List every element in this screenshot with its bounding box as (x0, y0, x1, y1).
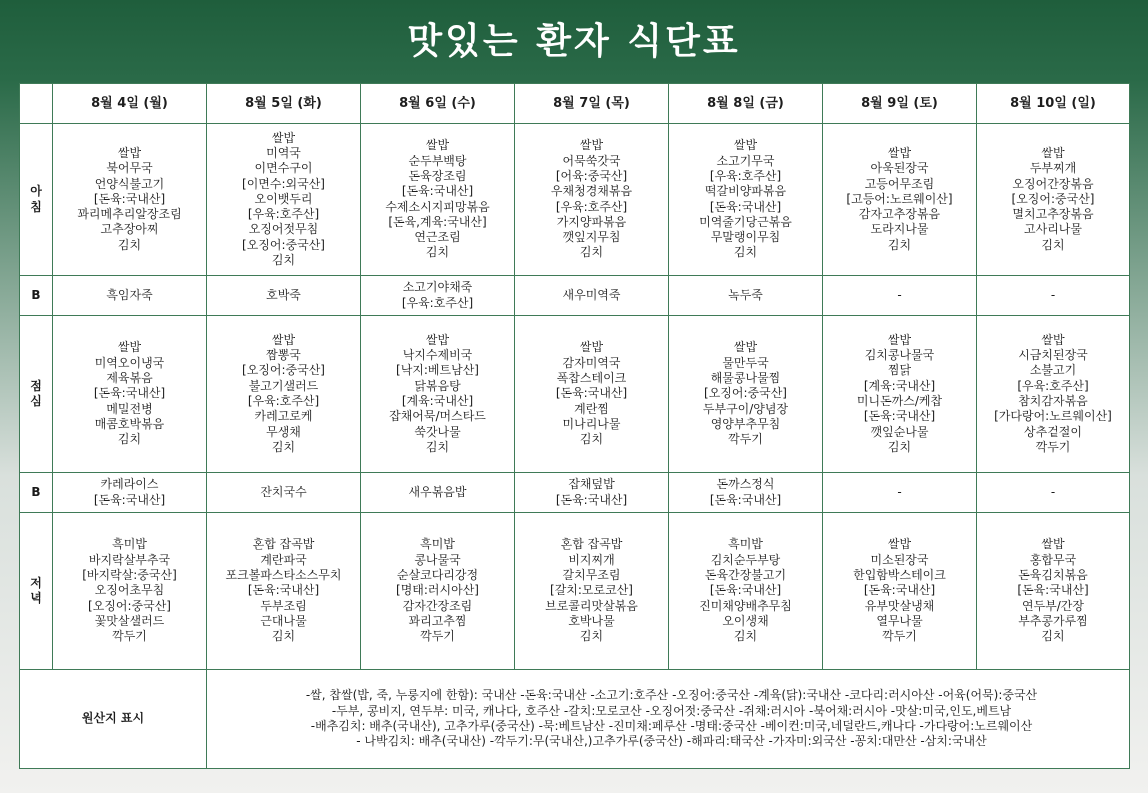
menu-item: 쌀밥 (733, 138, 758, 153)
menu-cell (823, 513, 977, 670)
menu-item: 갈치무조림 (562, 568, 621, 583)
menu-item: 쌀밥 (579, 340, 604, 355)
menu-item: 카레라이스 (100, 477, 159, 492)
menu-item: 혼합 잡곡밥 (252, 537, 315, 552)
menu-item: 김치 (579, 432, 604, 447)
menu-item: 김치 (425, 439, 450, 454)
menu-item: 고추장아찌 (100, 222, 159, 237)
menu-item: 미나리나물 (562, 416, 621, 431)
menu-item: 꽈리메추리알장조림 (77, 207, 182, 222)
menu-item: 유부맛살냉채 (864, 598, 935, 613)
menu-item: [우육:호주산] (247, 207, 320, 222)
menu-item: 이면수구이 (254, 161, 313, 176)
menu-item: 미역줄기당근볶음 (699, 214, 792, 229)
day-header: 8월 4일 (월) (53, 84, 207, 124)
menu-cell (977, 473, 1130, 513)
menu-item: 두부구이/양념장 (702, 401, 789, 416)
menu-cell (669, 513, 823, 670)
origin-row (20, 670, 1130, 769)
menu-item: 김치 (733, 629, 758, 644)
menu-item: 쌀밥 (425, 138, 450, 153)
menu-cell (515, 316, 669, 473)
menu-item: 오징어간장볶음 (1012, 176, 1094, 191)
meal-row-dinner (20, 513, 1130, 670)
menu-item: 카레고로케 (254, 409, 313, 424)
menu-item: 고사리나물 (1024, 222, 1082, 237)
origin-line: -배추김치: 배추(국내산), 고추가루(중국산) -묵:베트남산 -진미채:페루산 -명태:중국산 -베이컨:미국,네덜란드,캐나다 -가다랑어:노르웨이산 (310, 719, 1033, 733)
menu-item: 쌀밥 (887, 332, 912, 347)
menu-item: 바지락살부추국 (88, 552, 171, 567)
origin-text (207, 670, 1130, 769)
menu-item: 김치 (1041, 237, 1065, 252)
menu-item: 메밀전병 (106, 401, 153, 416)
menu-item: 짬뽕국 (266, 348, 301, 363)
menu-item: 김치 (733, 245, 758, 260)
menu-item: 쌀밥 (117, 340, 142, 355)
meal-label-char: 아 (30, 184, 42, 199)
meal-label (20, 276, 53, 316)
meal-row-lunch (20, 316, 1130, 473)
menu-item: [우육:호주산] (247, 394, 320, 408)
meal-label-char: 저 (30, 575, 42, 590)
menu-item: 김치 (579, 629, 604, 644)
menu-item: [명태:러시아산] (396, 583, 479, 598)
menu-item: 쌀밥 (579, 138, 604, 153)
day-header: 8월 7일 (목) (515, 84, 669, 124)
menu-item: 김치 (271, 629, 296, 644)
meal-label-char: 침 (30, 199, 42, 214)
menu-item: [돈육:국내산] (555, 492, 628, 507)
menu-item: [우육:호주산] (555, 199, 628, 214)
menu-item: 떡갈비양파볶음 (704, 184, 787, 199)
menu-item: [고등어:노르웨이산] (846, 191, 953, 206)
menu-cell (361, 316, 515, 473)
menu-item: 수제소시지피망볶음 (385, 199, 490, 214)
menu-item: 김치 (579, 245, 604, 260)
menu-item: 김치 (887, 237, 912, 252)
header-row (20, 84, 1130, 124)
menu-item: 쌀밥 (117, 145, 142, 160)
menu-cell (207, 513, 361, 670)
menu-item: 미역오이냉국 (94, 355, 165, 370)
menu-item: 진미채양배추무침 (699, 598, 792, 613)
menu-item: 미니돈까스/케찹 (856, 394, 943, 408)
menu-item: 김치 (117, 432, 142, 447)
day-header: 8월 10일 (일) (977, 84, 1130, 124)
menu-item: [돈육:국내산] (863, 583, 936, 598)
menu-cell (977, 276, 1130, 316)
menu-item: [돈육:국내산] (863, 409, 936, 424)
menu-item: 쌀밥 (1041, 145, 1065, 160)
menu-item: 북어무국 (106, 161, 153, 176)
menu-item: 흑미밥 (112, 537, 147, 552)
menu-item: [돈육,계육:국내산] (388, 214, 487, 229)
menu-item: 참치감자볶음 (1018, 394, 1088, 408)
menu-item: [갈치:모로코산] (550, 583, 633, 598)
menu-item: 부추콩가루찜 (1018, 613, 1088, 628)
menu-item: [우육:호주산] (1017, 378, 1089, 393)
menu-item: [돈육:국내산] (93, 386, 166, 401)
menu-item: 김치 (425, 245, 450, 260)
menu-item: 쌀밥 (1041, 537, 1065, 552)
menu-item: 한입함박스테이크 (853, 568, 946, 583)
menu-item: [돈육:국내산] (401, 184, 474, 199)
menu-item: [계육:국내산] (863, 378, 936, 393)
menu-item: [오징어:중국산] (242, 363, 325, 378)
menu-item: [돈육:국내산] (93, 191, 166, 206)
menu-item: 돈육장조림 (408, 168, 467, 183)
menu-cell (361, 473, 515, 513)
page-title: 맛있는 환자 식단표 (407, 21, 741, 62)
origin-line: -두부, 콩비지, 연두부: 미국, 캐나다, 호주산 -갈치:모로코산 -오징어젓:중국산 -쥐채:러시아 -북어채:러시아 -맛살:미국,인도,베트남 (331, 703, 1012, 718)
menu-cell (823, 276, 977, 316)
menu-item: 제육볶음 (106, 371, 153, 386)
menu-item: 소고기무국 (716, 153, 775, 168)
menu-item: [어육:중국산] (555, 168, 628, 183)
menu-item: 김치 (887, 439, 912, 454)
menu-item: - (1050, 287, 1056, 302)
menu-item: 상추겉절이 (1024, 424, 1082, 439)
day-header: 8월 5일 (화) (207, 84, 361, 124)
menu-item: 미소된장국 (870, 552, 929, 567)
menu-cell (977, 513, 1130, 670)
menu-item: 흑미밥 (728, 537, 763, 552)
menu-item: [이면수:외국산] (242, 176, 325, 191)
menu-item: 오징어초무침 (94, 583, 165, 598)
menu-item: 쌀밥 (733, 340, 758, 355)
menu-item: 잡채덮밥 (568, 477, 615, 492)
menu-item: [오징어:중국산] (1011, 191, 1095, 206)
menu-item: 찜닭 (887, 363, 912, 378)
menu-item: 흑임자죽 (106, 287, 153, 302)
menu-item: 돈육김치볶음 (1018, 568, 1088, 583)
menu-item: 잡채어묵/머스타드 (389, 409, 486, 424)
menu-item: - (897, 287, 902, 302)
menu-item: 혼합 잡곡밥 (560, 537, 623, 552)
menu-item: [돈육:국내산] (93, 492, 166, 507)
menu-item: 계란파국 (260, 552, 307, 567)
menu-item: - (1050, 484, 1056, 499)
menu-item: 낙지수제비국 (402, 348, 473, 363)
menu-cell (207, 316, 361, 473)
menu-item: 우채청경채볶음 (550, 184, 633, 199)
day-header: 8월 6일 (수) (361, 84, 515, 124)
menu-item: 포크볼파스타소스무치 (225, 568, 342, 583)
menu-cell (669, 316, 823, 473)
menu-item: 시금치된장국 (1018, 348, 1088, 363)
menu-item: 깍두기 (420, 629, 455, 644)
menu-item: [계육:국내산] (401, 394, 474, 408)
menu-item: 김치 (271, 439, 296, 454)
menu-item: 쌀밥 (1041, 332, 1065, 347)
menu-item: 새우미역죽 (562, 287, 621, 302)
menu-item: 쌀밥 (271, 130, 296, 145)
menu-item: 홍합무국 (1029, 552, 1077, 567)
menu-item: 깍두기 (1035, 439, 1071, 454)
menu-item: 순두부백탕 (408, 153, 467, 168)
menu-item: [우육:호주산] (709, 168, 782, 183)
menu-item: 도라지나물 (870, 222, 929, 237)
menu-item: 쌀밥 (887, 537, 912, 552)
menu-item: 깻잎순나물 (870, 424, 929, 439)
menu-item: 미역국 (266, 145, 301, 160)
menu-item: 어묵쑥갓국 (562, 153, 621, 168)
menu-item: 감자미역국 (562, 355, 621, 370)
menu-item: 깍두기 (728, 432, 763, 447)
menu-item: [돈육:국내산] (1017, 583, 1089, 598)
menu-cell (207, 276, 361, 316)
menu-item: [오징어:중국산] (704, 386, 787, 401)
menu-item: 꽃맛살샐러드 (94, 613, 165, 628)
origin-label: 원산지 표시 (20, 670, 207, 769)
menu-cell (977, 316, 1130, 473)
menu-item: 김치 (271, 253, 296, 268)
menu-item: 콩나물국 (414, 552, 461, 567)
menu-item: 언양식불고기 (94, 176, 165, 191)
menu-cell (515, 276, 669, 316)
menu-item: 쌀밥 (271, 332, 296, 347)
meal-row-snack-pm (20, 473, 1130, 513)
menu-item: [돈육:국내산] (247, 583, 320, 598)
menu-cell (53, 276, 207, 316)
menu-cell (823, 316, 977, 473)
menu-item: [낙지:베트남산] (396, 363, 479, 378)
meal-row-breakfast (20, 124, 1130, 276)
menu-item: 순살코다리강정 (396, 568, 479, 583)
meal-label (20, 124, 53, 276)
menu-item: 녹두죽 (728, 287, 763, 302)
menu-cell (361, 513, 515, 670)
menu-item: 폭찹스테이크 (556, 371, 627, 386)
menu-cell (515, 124, 669, 276)
menu-item: 두부찌개 (1029, 161, 1077, 176)
menu-cell (515, 473, 669, 513)
menu-item: 쌀밥 (425, 332, 450, 347)
menu-item: 해물콩나물찜 (710, 371, 781, 386)
menu-item: 아욱된장국 (870, 161, 929, 176)
meal-label-char: 심 (30, 394, 42, 408)
menu-item: 오징어젓무침 (248, 222, 319, 237)
meal-label (20, 473, 53, 513)
menu-item: 돈육간장불고기 (704, 568, 787, 583)
menu-cell (515, 513, 669, 670)
menu-item: 감자고추장볶음 (858, 207, 941, 222)
menu-cell (669, 276, 823, 316)
menu-item: 연두부/간장 (1021, 598, 1084, 613)
menu-item: 오이생채 (722, 613, 769, 628)
meal-label (20, 316, 53, 473)
menu-item: 비지찌개 (568, 552, 615, 567)
menu-item: 돈까스정식 (716, 477, 775, 492)
menu-item: [돈육:국내산] (709, 583, 782, 598)
menu-item: 고등어무조림 (864, 176, 935, 191)
menu-cell (361, 124, 515, 276)
menu-item: 두부조림 (260, 598, 307, 613)
menu-item: 불고기샐러드 (248, 378, 319, 393)
meal-label-char: 점 (30, 378, 42, 393)
menu-item: [돈육:국내산] (709, 492, 782, 507)
menu-item: 닭볶음탕 (414, 378, 461, 393)
menu-item: 잔치국수 (260, 484, 307, 499)
menu-item: 김치 (1041, 629, 1065, 644)
meal-label-char: B (31, 484, 41, 499)
menu-cell (361, 276, 515, 316)
menu-cell (207, 473, 361, 513)
menu-item: 김치 (117, 237, 142, 252)
menu-cell (53, 473, 207, 513)
origin-line: - 나박김치: 배추(국내산) -깍두기:무(국내산,)고추가루(중국산) -해파리:태국산 -가자미:외국산 -꽁치:대만산 -삼치:국내산 (356, 734, 987, 749)
menu-cell (823, 473, 977, 513)
menu-item: 깍두기 (112, 629, 147, 644)
meal-label-char: 녁 (30, 591, 42, 605)
menu-item: 매콤호박볶음 (94, 416, 165, 431)
menu-item: 호박죽 (266, 287, 301, 302)
menu-cell (53, 316, 207, 473)
menu-cell (53, 124, 207, 276)
day-header: 8월 8일 (금) (669, 84, 823, 124)
meal-label (20, 513, 53, 670)
menu-item: [바지락살:중국산] (82, 568, 177, 583)
menu-item: [가다랑어:노르웨이산] (994, 409, 1112, 424)
meal-plan-table (19, 83, 1130, 769)
corner-cell (20, 84, 53, 124)
menu-item: 연근조림 (414, 230, 461, 245)
menu-item: 깍두기 (882, 629, 917, 644)
menu-item: - (897, 484, 902, 499)
menu-item: 가지양파볶음 (556, 214, 627, 229)
menu-item: 무생채 (266, 424, 301, 439)
menu-item: [오징어:중국산] (242, 237, 325, 252)
meal-row-snack-am (20, 276, 1130, 316)
menu-item: 소불고기 (1029, 363, 1077, 378)
menu-item: 깻잎지무침 (562, 230, 621, 245)
menu-item: 김치콩나물국 (864, 348, 935, 363)
menu-item: 계란찜 (574, 401, 609, 416)
menu-cell (823, 124, 977, 276)
menu-item: 호박나물 (568, 613, 615, 628)
menu-item: 쑥갓나물 (414, 424, 461, 439)
meal-label-char: B (31, 287, 41, 302)
menu-item: 물만두국 (722, 355, 769, 370)
menu-item: 꽈리고추찜 (408, 613, 467, 628)
menu-cell (669, 473, 823, 513)
menu-item: 감자간장조림 (402, 598, 473, 613)
menu-item: 쌀밥 (887, 145, 912, 160)
menu-cell (207, 124, 361, 276)
day-header: 8월 9일 (토) (823, 84, 977, 124)
menu-cell (669, 124, 823, 276)
menu-item: 열무나물 (876, 613, 923, 628)
menu-cell (977, 124, 1130, 276)
menu-item: [돈육:국내산] (709, 199, 782, 214)
origin-line: -쌀, 찹쌀(밥, 죽, 누룽지에 한함): 국내산 -돈육:국내산 -소고기:호주산 -오징어:중국산 -계육(닭):국내산 -코다리:러시아산 -어육(어묵):중국산 (305, 688, 1038, 703)
menu-item: 멸치고추장볶음 (1012, 207, 1094, 222)
menu-item: 영양부추무침 (710, 416, 781, 431)
menu-item: 김치순두부탕 (710, 552, 781, 567)
menu-item: [돈육:국내산] (555, 386, 628, 401)
menu-item: 오이뱃두리 (254, 191, 313, 206)
menu-cell (53, 513, 207, 670)
menu-item: [오징어:중국산] (88, 598, 171, 613)
menu-item: [우육:호주산] (401, 295, 474, 310)
menu-item: 무말랭이무침 (710, 230, 781, 245)
menu-item: 흑미밥 (420, 537, 455, 552)
menu-item: 근대나물 (260, 613, 307, 628)
menu-item: 브로콜리맛살볶음 (545, 598, 638, 613)
menu-item: 소고기야채죽 (402, 280, 473, 295)
menu-item: 새우볶음밥 (408, 484, 467, 499)
